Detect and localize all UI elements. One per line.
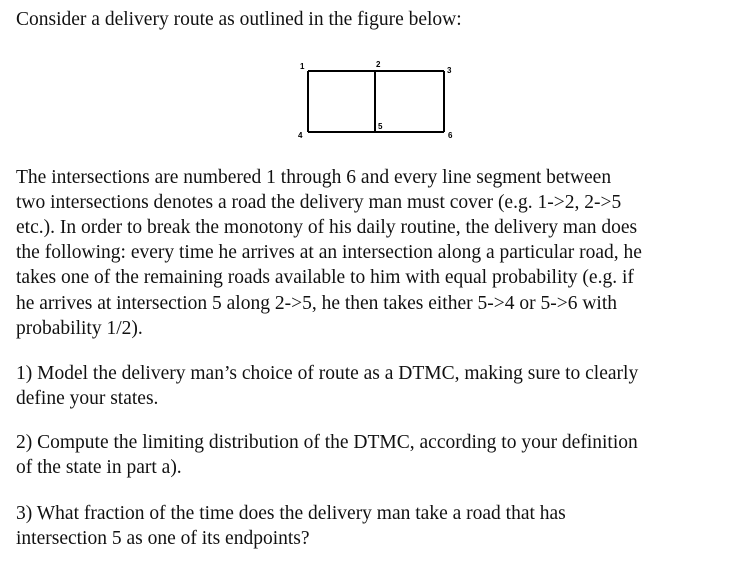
question-1-line: define your states. — [16, 388, 159, 409]
node-label-4: 4 — [298, 131, 303, 140]
question-3-line: 3) What fraction of the time does the delivery man take a road that has — [16, 503, 566, 524]
intro-text: Consider a delivery route as outlined in the figure below: — [16, 9, 462, 30]
node-label-5: 5 — [378, 122, 383, 131]
node-label-2: 2 — [376, 60, 381, 69]
paragraph-line: two intersections denotes a road the delivery man must cover (e.g. 1->2, 2->5 — [16, 192, 622, 213]
node-label-3: 3 — [447, 66, 452, 75]
question-3-line: intersection 5 as one of its endpoints? — [16, 528, 310, 549]
node-label-6: 6 — [448, 131, 453, 140]
paragraph-line: probability 1/2). — [16, 318, 143, 339]
paragraph-line: he arrives at intersection 5 along 2->5, he then takes either 5->4 or 5->6 with — [16, 293, 618, 314]
node-label-1: 1 — [300, 62, 305, 71]
route-diagram — [280, 52, 470, 152]
question-2-line: 2) Compute the limiting distribution of the DTMC, according to your definition — [16, 432, 638, 453]
paragraph-line: the following: every time he arrives at an intersection along a particular road, he — [16, 242, 642, 263]
paragraph-line: takes one of the remaining roads available to him with equal probability (e.g. if — [16, 267, 634, 288]
paragraph-line: The intersections are numbered 1 through 6 and every line segment between — [16, 167, 612, 188]
question-2-line: of the state in part a). — [16, 457, 182, 478]
question-1-line: 1) Model the delivery man’s choice of route as a DTMC, making sure to clearly — [16, 363, 639, 384]
paragraph-line: etc.). In order to break the monotony of his daily routine, the delivery man does — [16, 217, 638, 238]
